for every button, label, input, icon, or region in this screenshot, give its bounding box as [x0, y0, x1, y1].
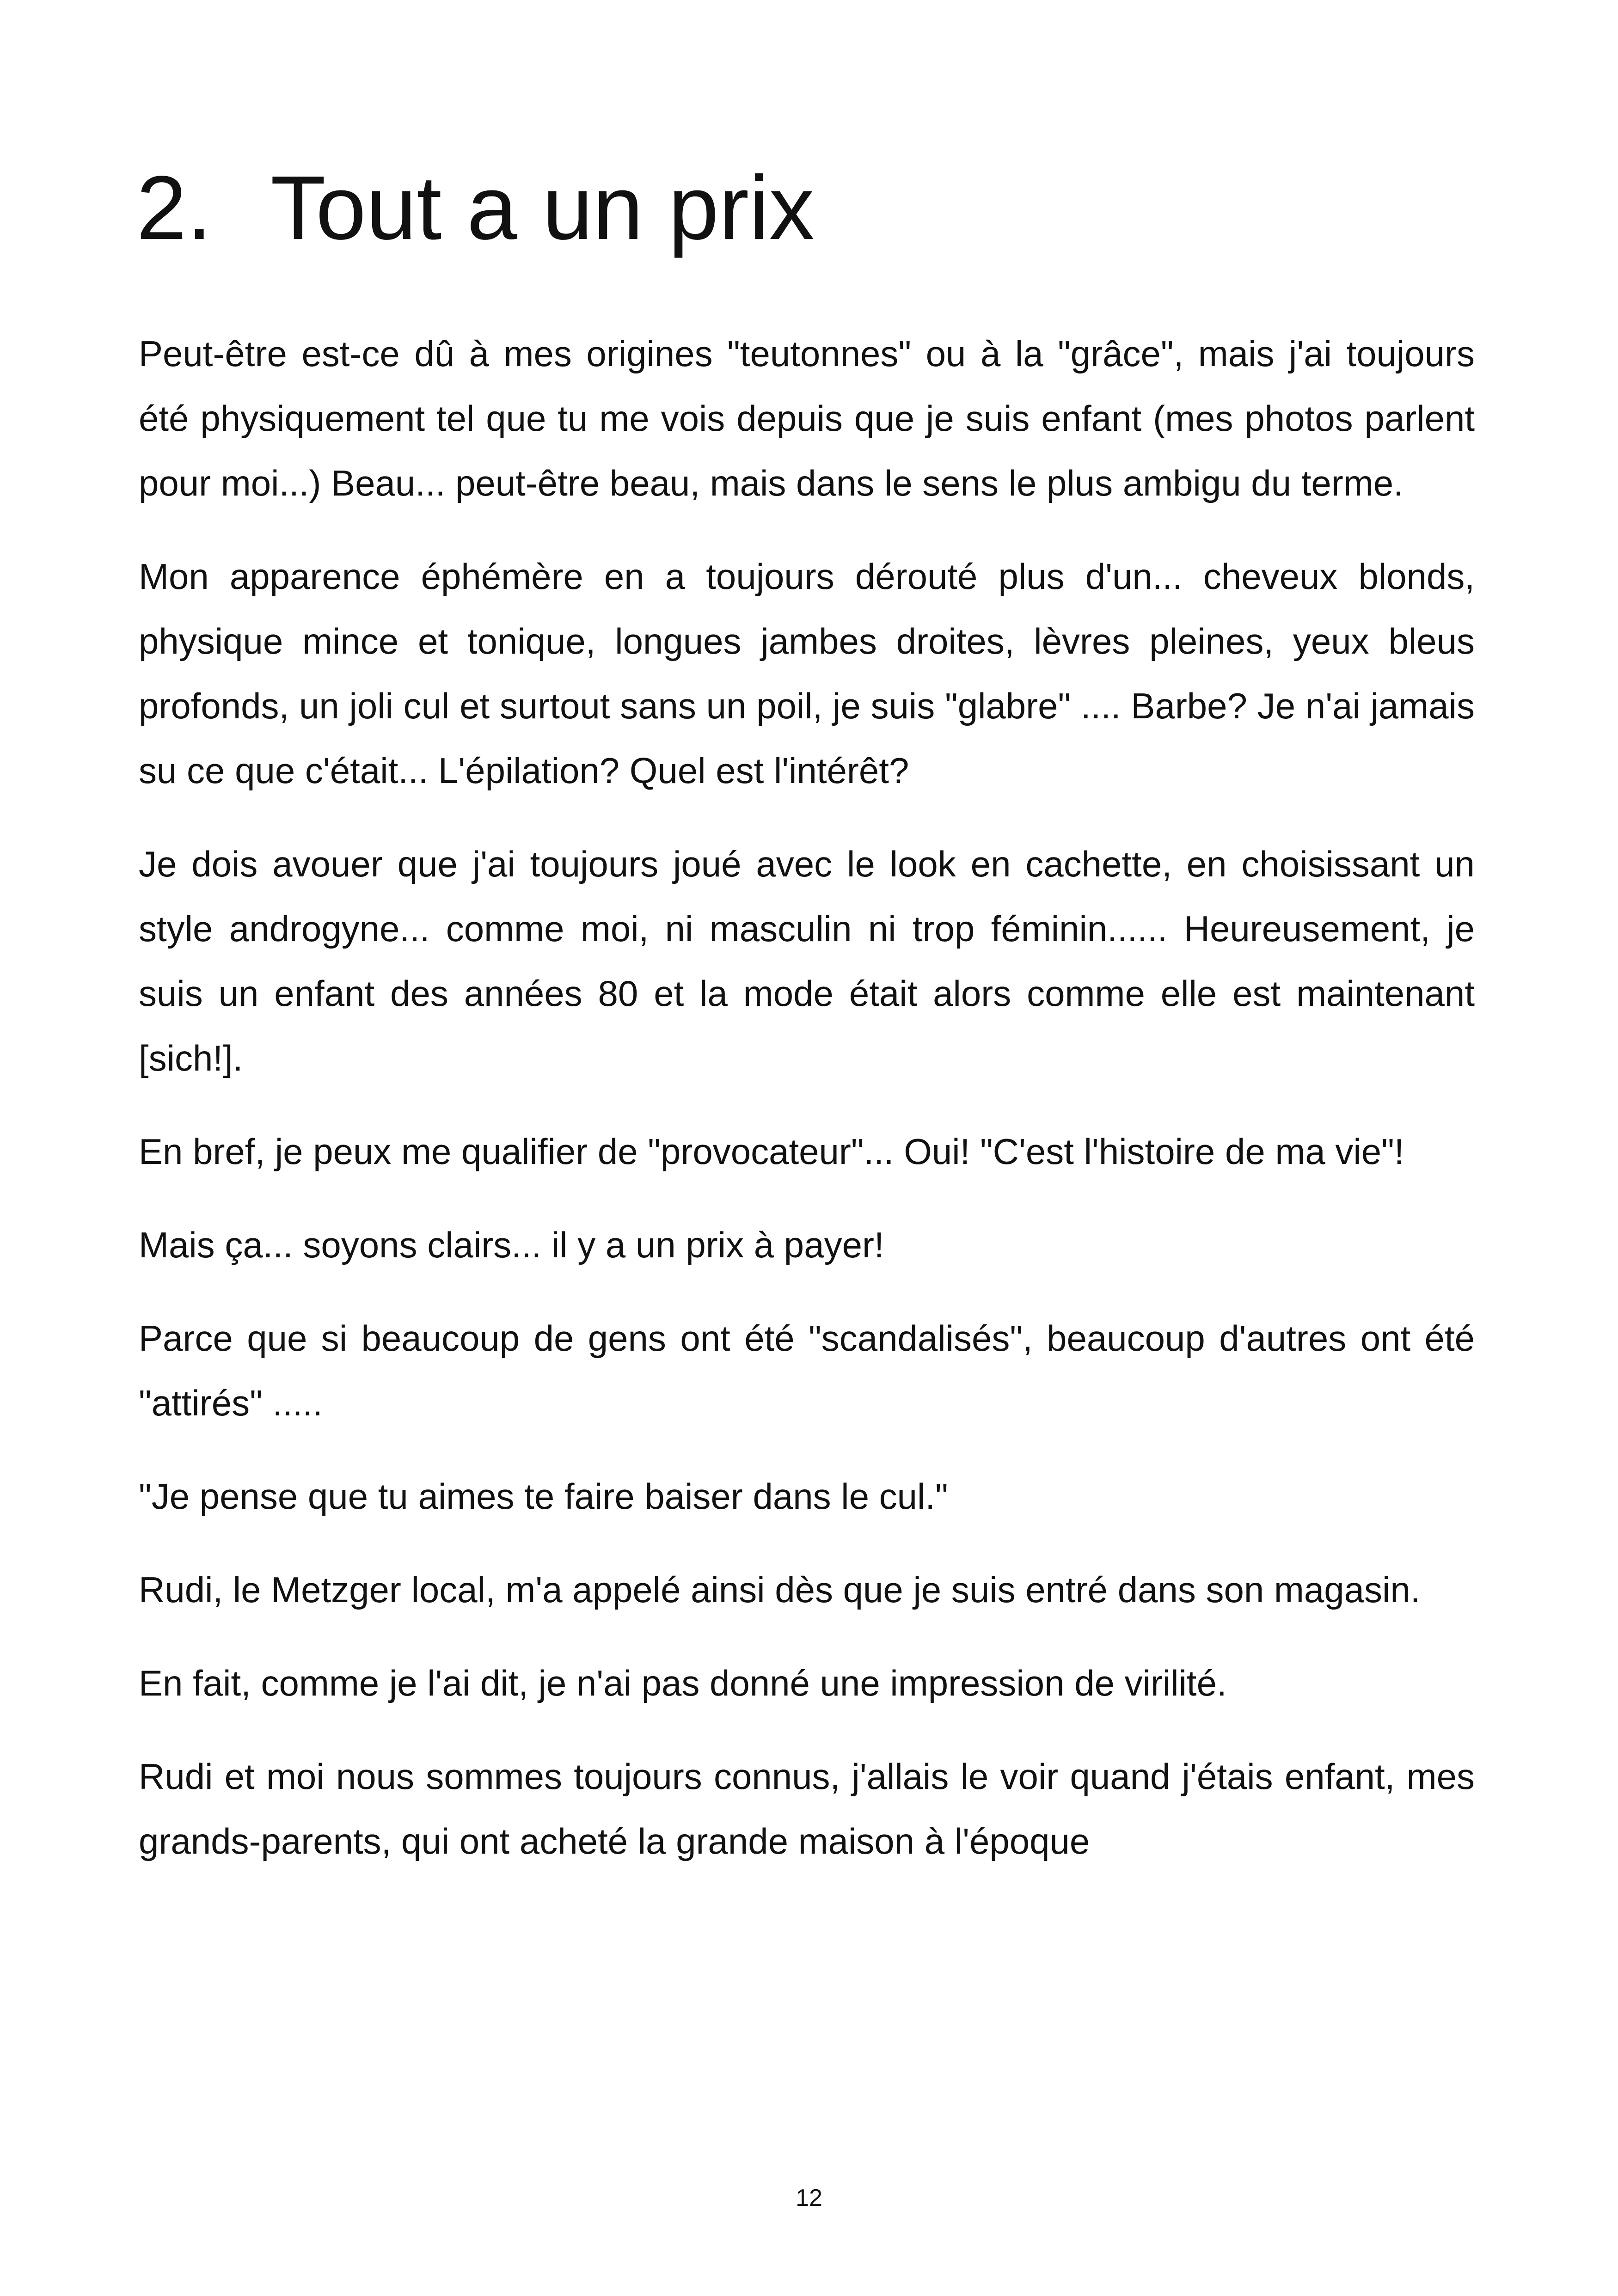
page-number: 12 [796, 2185, 822, 2211]
chapter-title: Tout a un prix [270, 157, 815, 258]
paragraph-5: Mais ça... soyons clairs... il y a un prix à payer! [139, 1225, 884, 1265]
paragraph-2: Mon apparence éphémère en a toujours dérouté plus d'un... cheveux blonds, physique mince et tonique, longues jambes droites, lèvres pleines, yeux bleus profonds, un joli cul et surtout sans un poil, je suis "glabre" .... Barbe? Je n'ai jamais su ce que c'était... L'épilation? Quel est l'intérêt? [139, 556, 1475, 791]
paragraph-8: Rudi, le Metzger local, m'a appelé ainsi dès que je suis entré dans son magasin. [139, 1569, 1421, 1610]
paragraph-3: Je dois avouer que j'ai toujours joué avec le look en cachette, en choisissant un style androgyne... comme moi, ni masculin ni trop féminin...... Heureusement, je suis un enfant des années 80 et la mode était alors comme elle est maintenant [sich!]. [139, 844, 1475, 1078]
paragraph-1: Peut-être est-ce dû à mes origines "teutonnes" ou à la "grâce", mais j'ai toujours été physiquement tel que tu me vois depuis que je suis enfant (mes photos parlent pour moi...) Beau... peut-être beau, mais dans le sens le plus ambigu du terme. [139, 333, 1475, 503]
body-text [139, 321, 1475, 1902]
paragraph-7: "Je pense que tu aimes te faire baiser dans le cul." [139, 1476, 948, 1517]
chapter-heading [136, 153, 815, 263]
chapter-number: 2. [136, 157, 212, 258]
paragraph-10: Rudi et moi nous sommes toujours connus, j'allais le voir quand j'étais enfant, mes grands-parents, qui ont acheté la grande maison à l'époque [139, 1756, 1475, 1861]
paragraph-6: Parce que si beaucoup de gens ont été "scandalisés", beaucoup d'autres ont été "attirés" ..... [139, 1318, 1475, 1423]
paragraph-4: En bref, je peux me qualifier de "provocateur"... Oui! "C'est l'histoire de ma vie"! [139, 1131, 1404, 1172]
paragraph-9: En fait, comme je l'ai dit, je n'ai pas donné une impression de virilité. [139, 1663, 1227, 1703]
